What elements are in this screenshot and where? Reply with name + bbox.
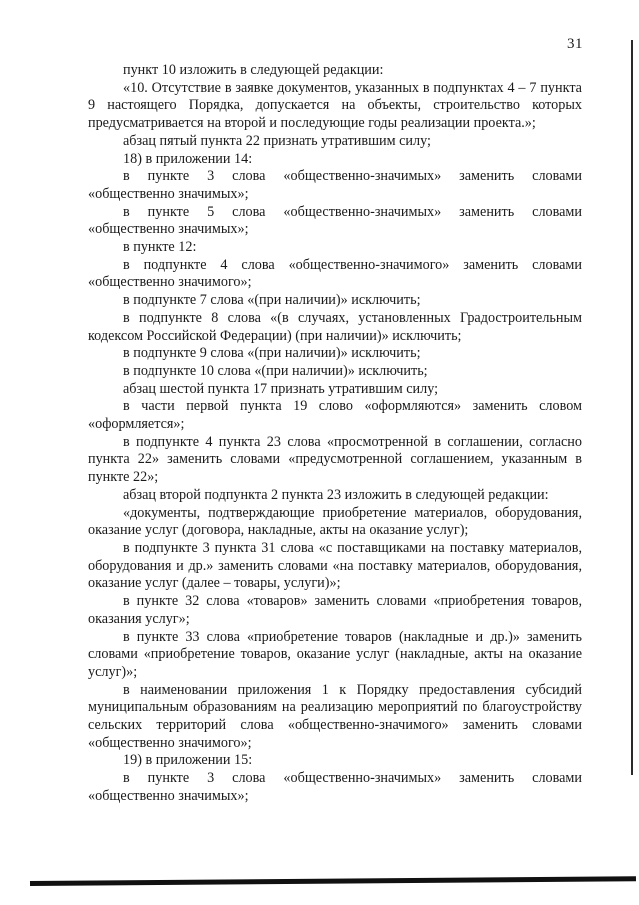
paragraph: в пункте 5 слова «общественно-значимых» заменить словами «общественно значимых»;	[88, 203, 582, 238]
paragraph: абзац шестой пункта 17 признать утратившим силу;	[123, 380, 439, 397]
document-body	[88, 62, 582, 806]
paragraph: в части первой пункта 19 слово «оформляются» заменить словом «оформляется»;	[88, 398, 582, 433]
scan-bottom-edge	[30, 876, 636, 886]
paragraph: в подпункте 4 слова «общественно-значимого» заменить словами «общественно значимого»;	[88, 256, 582, 291]
paragraph: 18) в приложении 14:	[123, 150, 253, 167]
paragraph: в пункте 32 слова «товаров» заменить словами «приобретения товаров, оказания услуг»;	[88, 593, 582, 627]
page-number: 31	[567, 36, 583, 52]
paragraph: «документы, подтверждающие приобретение материалов, оборудования, оказание услуг (договора, накладные, акты на оказание услуг);	[88, 504, 582, 539]
paragraph: 19) в приложении 15:	[123, 752, 253, 769]
paragraph: абзац второй подпункта 2 пункта 23 изложить в следующей редакции:	[123, 486, 549, 503]
paragraph: в подпункте 8 слова «(в случаях, установленных Градостроительным кодексом Российской Федерации) (при наличии)» исключить;	[88, 309, 582, 344]
paragraph: в пункте 3 слова «общественно-значимых» заменить словами «общественно значимых»;	[88, 770, 582, 804]
paragraph: в пункте 33 слова «приобретение товаров (накладные и др.)» заменить словами «приобретение товаров, оказание услуг (накладные, акты на оказание услуг)»;	[88, 628, 582, 680]
paragraph: в подпункте 3 пункта 31 слова «с поставщиками на поставку материалов, оборудования и др.» заменить словами «на поставку материалов, оборудования, оказание услуг (далее – товары, услуги)»;	[88, 539, 582, 592]
paragraph: в подпункте 9 слова «(при наличии)» исключить;	[123, 345, 421, 362]
paragraph: в подпункте 7 слова «(при наличии)» исключить;	[123, 292, 421, 309]
scan-edge-line	[631, 40, 633, 775]
paragraph: в подпункте 4 пункта 23 слова «просмотренной в соглашении, согласно пункта 22» заменить словами «предусмотренной соглашением, указанным в пункте 22»;	[88, 433, 582, 486]
paragraph: в наименовании приложения 1 к Порядку предоставления субсидий муниципальным образованиям на реализацию мероприятий по благоустройству сельских территорий слова «общественно-значимого» заменить словами «общественно значимого»;	[88, 681, 582, 751]
paragraph: в пункте 3 слова «общественно-значимых» заменить словами «общественно значимых»;	[88, 168, 582, 202]
paragraph: в подпункте 10 слова «(при наличии)» исключить;	[123, 362, 428, 379]
paragraph: в пункте 12:	[123, 239, 197, 256]
paragraph: абзац пятый пункта 22 признать утратившим силу;	[123, 132, 431, 149]
paragraph: пункт 10 изложить в следующей редакции:	[123, 62, 384, 78]
paragraph: «10. Отсутствие в заявке документов, указанных в подпунктах 4 – 7 пункта 9 настоящего Порядка, допускается на объекты, строительство которых предусматривается на второй и последующие годы реализации проекта.»;	[88, 79, 582, 132]
